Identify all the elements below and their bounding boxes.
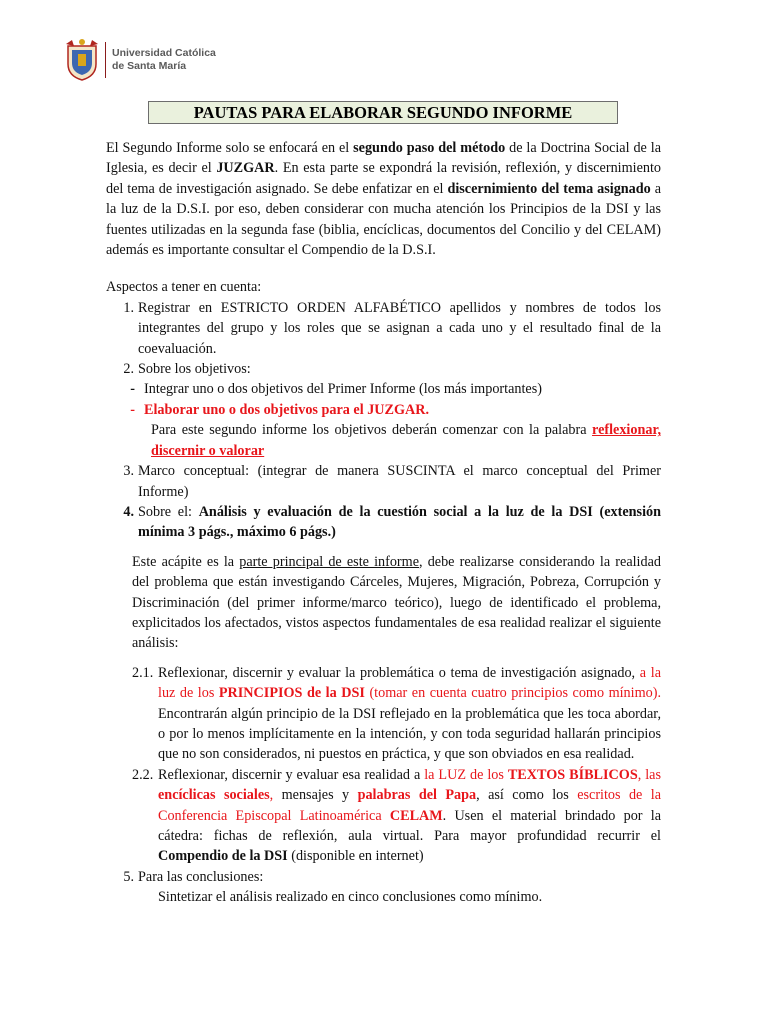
list-number: 3. <box>123 463 134 480</box>
list-number: 2. <box>123 361 134 378</box>
sub-red-bold: encíclicas sociales <box>158 787 270 804</box>
intro-text: de la Doctrina Social de la Iglesia, es decir el <box>106 140 661 177</box>
list-number: 4. <box>123 503 134 520</box>
document-body <box>106 138 661 908</box>
sub-text-part: Reflexionar, discernir y evaluar la problemática o tema de investigación asignado, <box>158 664 640 681</box>
bullet-text: Elaborar uno o dos objetivos para el JUZGAR. <box>144 401 430 418</box>
item-bold: Análisis y evaluación de la cuestión social a la luz de la DSI (extensión mínima 3 págs., máximo 6 págs.) <box>138 503 661 541</box>
intro-bold: segundo paso del método <box>353 140 506 156</box>
intro-text: . En esta parte se expondrá la revisión, reflexión, y discernimiento del tema de investigación asignado. Se debe enfatizar en el <box>106 160 662 197</box>
sub-red-bold: CELAM <box>389 807 443 824</box>
list-item-5 <box>106 867 661 887</box>
sub-text <box>158 765 661 867</box>
sub-text-part: Encontrarán algún principio de la DSI reflejado en la problemática que les toca abordar, o por lo menos implícitamente en la intención, y con toda seguridad hallarán principios que no son considerados, ni puestos en práctica, y que son obviados en esa realidad. <box>158 705 661 763</box>
sub-red: escritos de la Conferencia Episcopal Latinoamérica <box>158 787 662 824</box>
list-text: Registrar en ESTRICTO ORDEN ALFABÉTICO apellidos y nombres de todos los integrantes del grupo y los roles que se asignan a cada uno y el resultado final de la coevaluación. <box>138 299 661 357</box>
sub-red: , <box>269 787 274 804</box>
intro-text: El Segundo Informe solo se enfocará en el <box>106 140 354 156</box>
note-highlight: reflexionar, discernir o valorar <box>151 422 661 459</box>
sub-text <box>158 663 661 765</box>
para-underline: parte principal de este informe <box>239 553 419 570</box>
sub-text-part: . Usen el material brindado por la cátedra: fichas de reflexión, aula virtual. Para mayor profundidad recurrir el <box>158 807 661 844</box>
sub-text-part: (disponible en internet) <box>287 848 424 865</box>
bullet-dash: - <box>130 381 135 398</box>
sub-bold: Compendio de la DSI <box>158 848 288 865</box>
para-text: , debe realizarse considerando la realidad del problema que están investigando Cárceles, Mujeres, Migración, Pobreza, Corrupción y Discriminación (del primer informe/marco teórico), luego de identificado el problema, explicitados los afectados, vistos aspectos fundamentales de esa realidad realizar el siguiente análisis: <box>132 553 661 652</box>
list-number: 5. <box>123 868 134 885</box>
sub-red: (tomar en cuenta cuatro principios como mínimo). <box>364 685 661 702</box>
intro-bold: discernimiento del tema asignado <box>447 180 651 197</box>
document-title: PAUTAS PARA ELABORAR SEGUNDO INFORME <box>148 101 618 124</box>
sub-red: , las <box>637 766 661 783</box>
sub-red: la LUZ de los <box>424 766 508 783</box>
list-text <box>138 502 661 543</box>
logo-line-2: de Santa María <box>112 60 187 72</box>
university-crest-icon <box>62 38 102 82</box>
sub-red-bold: palabras del Papa <box>357 787 477 804</box>
sub-red-bold: TEXTOS BÍBLICOS <box>507 766 638 783</box>
logo-divider <box>105 42 106 78</box>
list-number: 1. <box>123 299 134 316</box>
logo-line-1: Universidad Católica <box>112 47 216 59</box>
bullet-dash: - <box>130 401 135 418</box>
list-text: Para las conclusiones: <box>138 868 264 885</box>
intro-text: a la luz de la D.S.I. por eso, deben considerar con mucha atención los Principios de la DSI y las fuentes utilizadas en la segunda fase (biblia, encíclicas, documentos del Concilio y del CELAM) además es importante consultar el Compendio de la D.S.I. <box>106 180 661 259</box>
list-item-1 <box>106 298 661 359</box>
para-text: Este acápite es la <box>132 553 240 570</box>
objective-bullet-2 <box>106 400 661 420</box>
sub-item-2-1 <box>132 663 661 765</box>
conclusions-text: Sintetizar el análisis realizado en cinco conclusiones como mínimo. <box>158 889 543 906</box>
university-name <box>112 47 216 73</box>
list-item-2 <box>106 359 661 379</box>
sub-number: 2.2. <box>132 766 154 783</box>
analysis-paragraph <box>132 552 661 654</box>
intro-paragraph <box>106 138 661 260</box>
university-logo <box>62 38 216 82</box>
sub-text-part: mensajes y <box>273 787 358 804</box>
intro-bold: JUZGAR <box>216 160 275 177</box>
sub-text-part: , así como los <box>476 787 578 804</box>
sub-item-2-2 <box>132 765 661 867</box>
item-text: Sobre el: <box>138 503 199 520</box>
list-text: Sobre los objetivos: <box>138 361 251 378</box>
sub-red: a la luz de los <box>158 664 661 702</box>
objective-bullet-1 <box>106 379 661 399</box>
list-item-3 <box>106 461 661 502</box>
list-text: Marco conceptual: (integrar de manera SUSCINTA el marco conceptual del Primer Informe) <box>138 463 661 500</box>
note-text: Para este segundo informe los objetivos deberán comenzar con la palabra <box>151 422 593 439</box>
objectives-note <box>151 420 661 461</box>
sub-red-bold: PRINCIPIOS de la DSI <box>218 685 365 702</box>
bullet-text: Integrar uno o dos objetivos del Primer Informe (los más importantes) <box>144 381 542 398</box>
list-item-4 <box>106 502 661 543</box>
aspects-heading: Aspectos a tener en cuenta: <box>106 279 262 296</box>
sub-text-part: Reflexionar, discernir y evaluar esa realidad a <box>158 766 425 783</box>
sub-number: 2.1. <box>132 664 154 681</box>
